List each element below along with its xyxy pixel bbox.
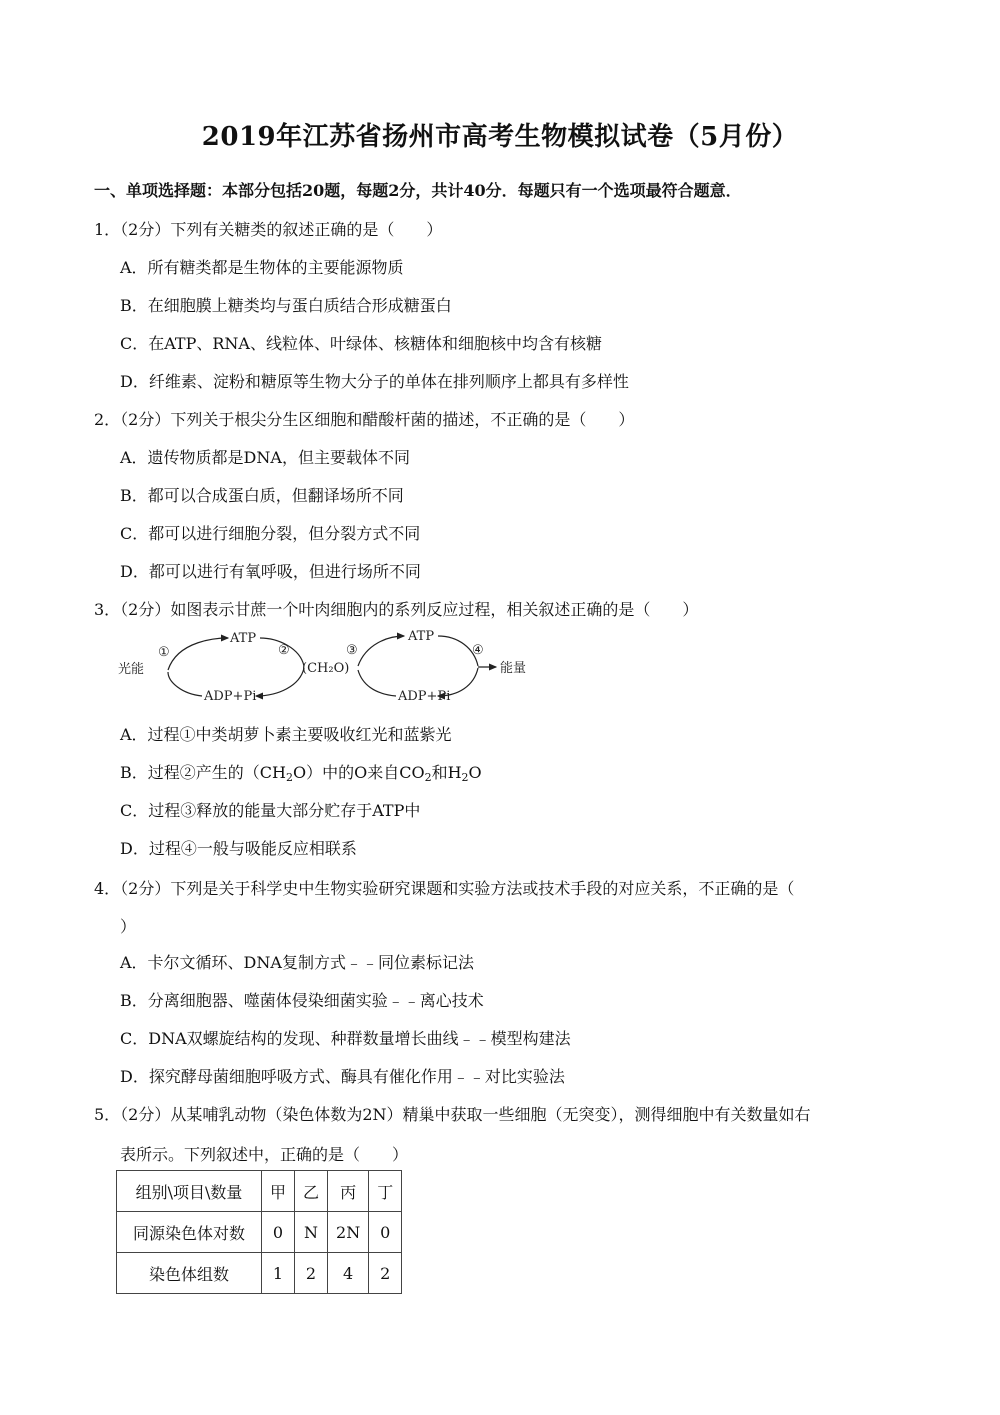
option-b-text-4: O xyxy=(468,763,482,782)
question-2-option-d: D．都可以进行有氧呼吸，但进行场所不同 xyxy=(120,562,421,581)
table-cell: 0 xyxy=(369,1212,402,1253)
question-1-option-c: C．在ATP、RNA、线粒体、叶绿体、核糖体和细胞核中均含有核糖 xyxy=(120,334,602,353)
label-atp-right: ATP xyxy=(408,630,435,644)
arrow-adp-return-left xyxy=(168,672,202,696)
section-heading: 一、单项选择题：本部分包括20题，每题2分，共计40分．每题只有一个选项最符合题意． xyxy=(94,181,742,200)
table-header-cell: 甲 xyxy=(262,1171,295,1212)
question-1-option-d: D．纤维素、淀粉和糖原等生物大分子的单体在排列顺序上都具有多样性 xyxy=(120,372,629,391)
label-step-1: ① xyxy=(158,645,170,660)
question-5-table xyxy=(116,1170,402,1294)
arrow-process-3 xyxy=(358,636,404,666)
label-energy: 能量 xyxy=(500,661,527,676)
table-cell: 4 xyxy=(328,1253,369,1294)
option-b-text-1: B．过程②产生的（CH xyxy=(120,763,286,782)
question-3-option-d: D．过程④一般与吸能反应相联系 xyxy=(120,839,357,858)
label-ch2o: (CH₂O) xyxy=(302,661,350,676)
table-cell: 染色体组数 xyxy=(117,1253,262,1294)
question-5-stem: 5．（2分）从某哺乳动物（染色体数为2N）精巢中获取一些细胞（无突变），测得细胞中有关数量如右 xyxy=(94,1105,811,1124)
question-3-option-b xyxy=(120,760,482,784)
question-2-option-a: A．遗传物质都是DNA，但主要载体不同 xyxy=(120,448,410,467)
table-cell: 2 xyxy=(295,1253,328,1294)
label-atp-left: ATP xyxy=(230,631,257,646)
question-2-stem: 2．（2分）下列关于根尖分生区细胞和醋酸杆菌的描述，不正确的是（ ） xyxy=(94,410,635,429)
question-2-option-c: C．都可以进行细胞分裂，但分裂方式不同 xyxy=(120,524,421,543)
table-cell: 同源染色体对数 xyxy=(117,1212,262,1253)
option-b-text-2: O）中的O来自CO xyxy=(292,763,425,782)
table-cell: 1 xyxy=(262,1253,295,1294)
label-step-2: ② xyxy=(278,643,290,658)
question-4-stem-cont: ） xyxy=(120,917,137,936)
arrow-to-adp-left xyxy=(256,668,304,696)
label-adp-right: ADP+Pi xyxy=(398,689,451,702)
reaction-diagram xyxy=(118,630,538,702)
label-light-energy: 光能 xyxy=(118,662,145,677)
option-b-text-3: 和H xyxy=(431,763,462,782)
question-4-option-d: D．探究酵母菌细胞呼吸方式、酶具有催化作用﹣﹣对比实验法 xyxy=(120,1067,565,1086)
question-1-option-a: A．所有糖类都是生物体的主要能源物质 xyxy=(120,258,404,277)
question-4-stem: 4．（2分）下列是关于科学史中生物实验研究课题和实验方法或技术手段的对应关系，不正确的是（ xyxy=(94,879,795,898)
label-step-4: ④ xyxy=(472,643,484,658)
question-2-option-b: B．都可以合成蛋白质，但翻译场所不同 xyxy=(120,486,404,505)
table-header-cell: 组别\项目\数量 xyxy=(117,1171,262,1212)
table-header-cell: 丙 xyxy=(328,1171,369,1212)
question-4-option-a: A．卡尔文循环、DNA复制方式﹣﹣同位素标记法 xyxy=(120,953,474,972)
table-cell: 0 xyxy=(262,1212,295,1253)
question-1-option-b: B．在细胞膜上糖类均与蛋白质结合形成糖蛋白 xyxy=(120,296,452,315)
subscript-2: 2 xyxy=(285,771,293,784)
question-5-stem-cont: 表所示。下列叙述中，正确的是（ ） xyxy=(120,1145,409,1164)
table-cell: 2N xyxy=(328,1212,369,1253)
table-header-cell: 丁 xyxy=(369,1171,402,1212)
question-3-option-c: C．过程③释放的能量大部分贮存于ATP中 xyxy=(120,801,421,820)
label-adp-left: ADP+Pi xyxy=(204,689,257,702)
table-header-cell: 乙 xyxy=(295,1171,328,1212)
question-4-option-b: B．分离细胞器、噬菌体侵染细菌实验﹣﹣离心技术 xyxy=(120,991,484,1010)
table-cell: N xyxy=(295,1212,328,1253)
arrow-process-1 xyxy=(168,638,228,670)
question-3-option-a: A．过程①中类胡萝卜素主要吸收红光和蓝紫光 xyxy=(120,725,452,744)
question-4-option-c: C．DNA双螺旋结构的发现、种群数量增长曲线﹣﹣模型构建法 xyxy=(120,1029,571,1048)
question-3-stem: 3．（2分）如图表示甘蔗一个叶肉细胞内的系列反应过程，相关叙述正确的是（ ） xyxy=(94,600,699,619)
arrow-adp-return-right xyxy=(358,670,396,696)
table-cell: 2 xyxy=(369,1253,402,1294)
subscript-2: 2 xyxy=(424,771,432,784)
question-1-stem: 1．（2分）下列有关糖类的叙述正确的是（ ） xyxy=(94,220,443,239)
page-title: 2019年江苏省扬州市高考生物模拟试卷（5月份） xyxy=(201,122,799,152)
subscript-2: 2 xyxy=(461,771,469,784)
label-step-3: ③ xyxy=(346,643,358,658)
table-row xyxy=(117,1212,402,1253)
table-header-row xyxy=(117,1171,402,1212)
table-row xyxy=(117,1253,402,1294)
